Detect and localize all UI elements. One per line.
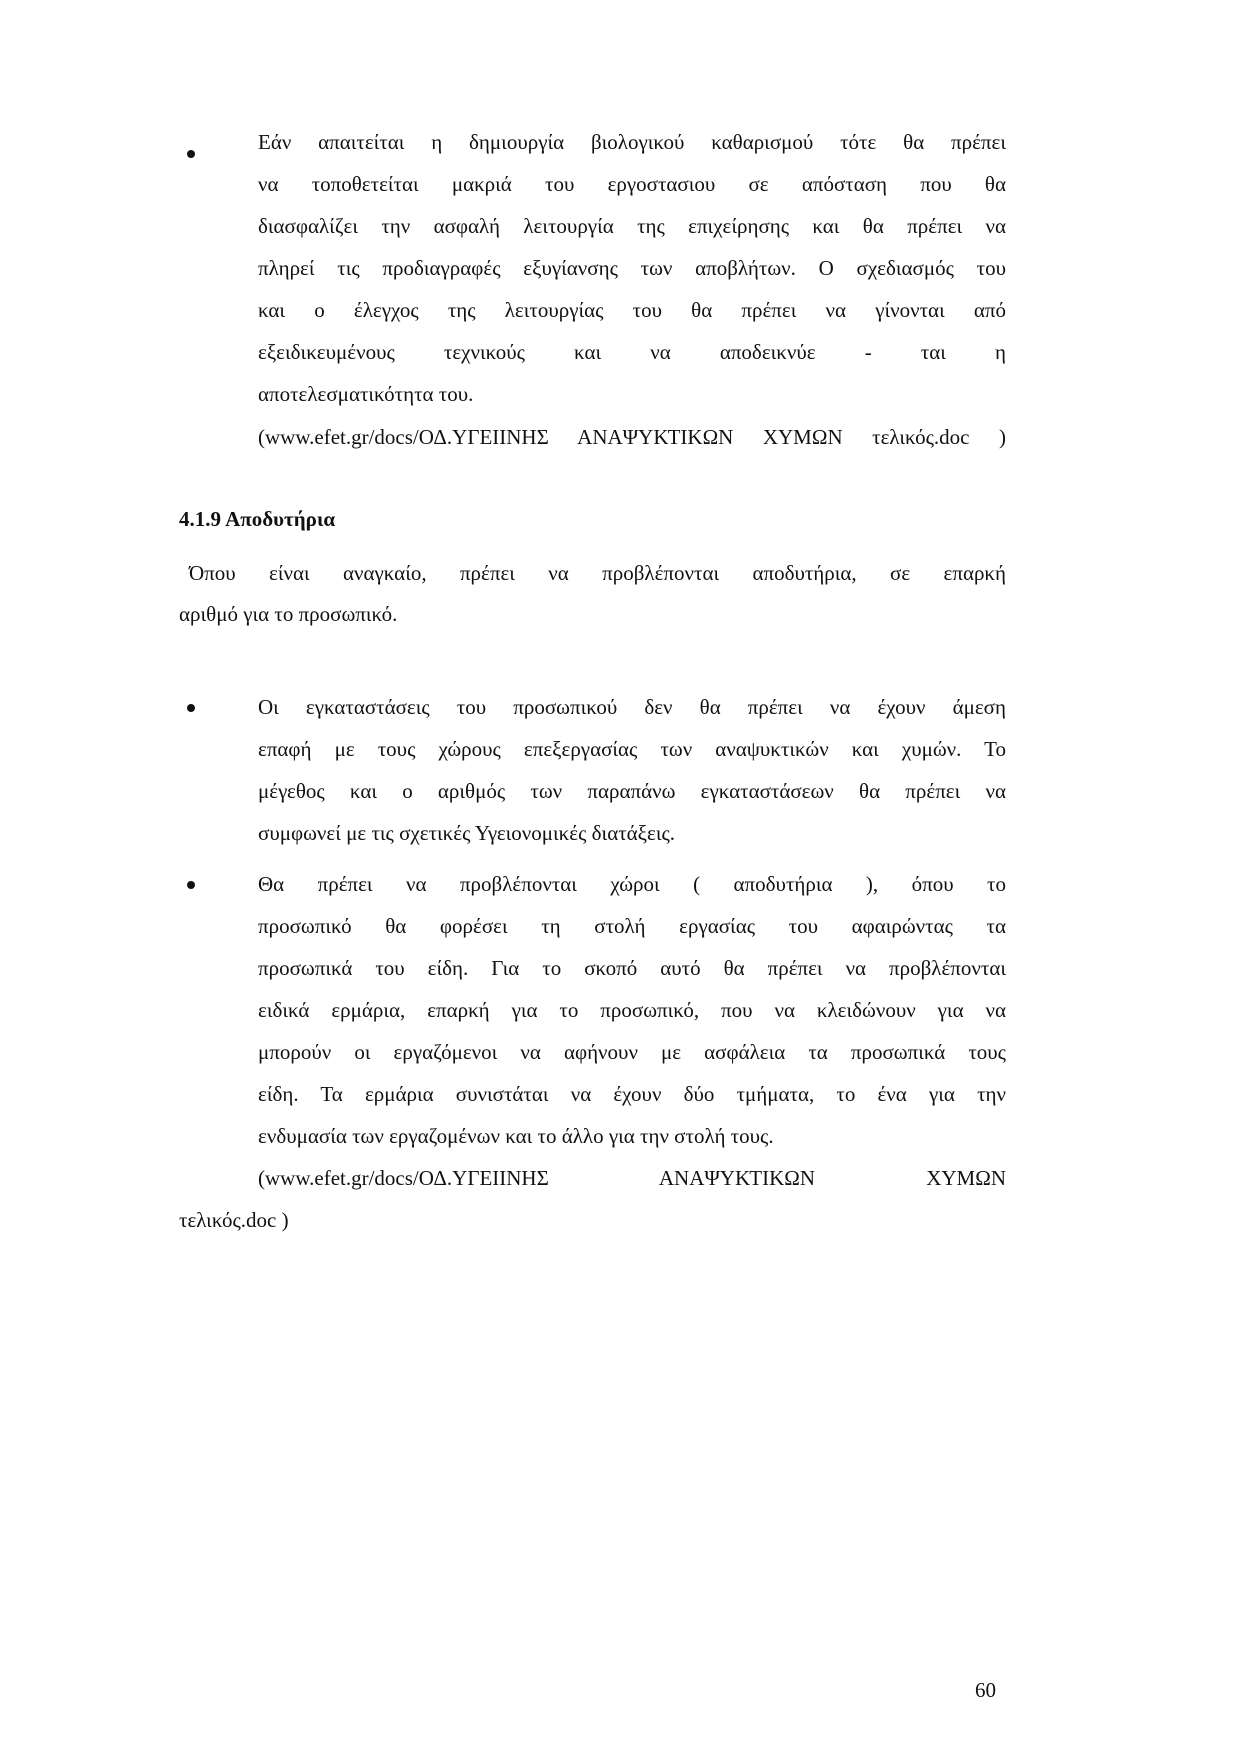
- bullet-icon: [187, 150, 195, 158]
- text-line: προσωπικά του είδη. Για το σκοπό αυτό θα πρέπει να προβλέπονται: [258, 956, 1006, 980]
- section-heading: 4.1.9 Αποδυτήρια: [179, 507, 336, 531]
- text-line: Οι εγκαταστάσεις του προσωπικού δεν θα πρέπει να έχουν άμεση: [258, 695, 1006, 719]
- text-line: να τοποθετείται μακριά του εργοστασιου σε απόσταση που θα: [258, 172, 1006, 196]
- text-line: επαφή με τους χώρους επεξεργασίας των αναψυκτικών και χυμών. Το: [258, 737, 1006, 761]
- text-line: ενδυμασία των εργαζομένων και το άλλο για την στολή τους.: [258, 1124, 774, 1148]
- text-line: αριθμό για το προσωπικό.: [179, 602, 398, 626]
- text-line: Θα πρέπει να προβλέπονται χώροι ( αποδυτήρια ), όπου το: [258, 872, 1006, 896]
- text-line: ειδικά ερμάρια, επαρκή για το προσωπικό, που να κλειδώνουν για να: [258, 998, 1006, 1022]
- text-line: είδη. Τα ερμάρια συνιστάται να έχουν δύο τμήματα, το ένα για την: [258, 1082, 1006, 1106]
- text-line: εξειδικευμένους τεχνικούς και να αποδεικνύε - ται η: [258, 340, 1006, 364]
- text-line: Εάν απαιτείται η δημιουργία βιολογικού καθαρισμού τότε θα πρέπει: [258, 130, 1006, 154]
- bullet-icon: [187, 881, 195, 889]
- source-reference: (www.efet.gr/docs/ΟΔ.ΥΓΕΙΙΝΗΣ ΑΝΑΨΥΚΤΙΚΩΝ ΧΥΜΩΝ: [258, 1166, 1006, 1190]
- text-line: διασφαλίζει την ασφαλή λειτουργία της επιχείρησης και θα πρέπει να: [258, 214, 1006, 238]
- text-line: πληρεί τις προδιαγραφές εξυγίανσης των αποβλήτων. Ο σχεδιασμός του: [258, 256, 1006, 280]
- text-line: και ο έλεγχος της λειτουργίας του θα πρέπει να γίνονται από: [258, 298, 1006, 322]
- bullet-icon: [187, 704, 195, 712]
- source-reference-end: τελικός.doc ): [179, 1208, 289, 1232]
- text-line: Όπου είναι αναγκαίο, πρέπει να προβλέπονται αποδυτήρια, σε επαρκή: [189, 561, 1006, 585]
- text-line: μέγεθος και ο αριθμός των παραπάνω εγκαταστάσεων θα πρέπει να: [258, 779, 1006, 803]
- source-reference: (www.efet.gr/docs/ΟΔ.ΥΓΕΙΙΝΗΣ ΑΝΑΨΥΚΤΙΚΩΝ ΧΥΜΩΝ τελικός.doc ): [258, 425, 1006, 449]
- text-line: μπορούν οι εργαζόμενοι να αφήνουν με ασφάλεια τα προσωπικά τους: [258, 1040, 1006, 1064]
- text-line: αποτελεσματικότητα του.: [258, 382, 474, 406]
- text-line: προσωπικό θα φορέσει τη στολή εργασίας του αφαιρώντας τα: [258, 914, 1006, 938]
- page-number: 60: [975, 1678, 996, 1702]
- text-line: συμφωνεί με τις σχετικές Υγειονομικές διατάξεις.: [258, 821, 676, 845]
